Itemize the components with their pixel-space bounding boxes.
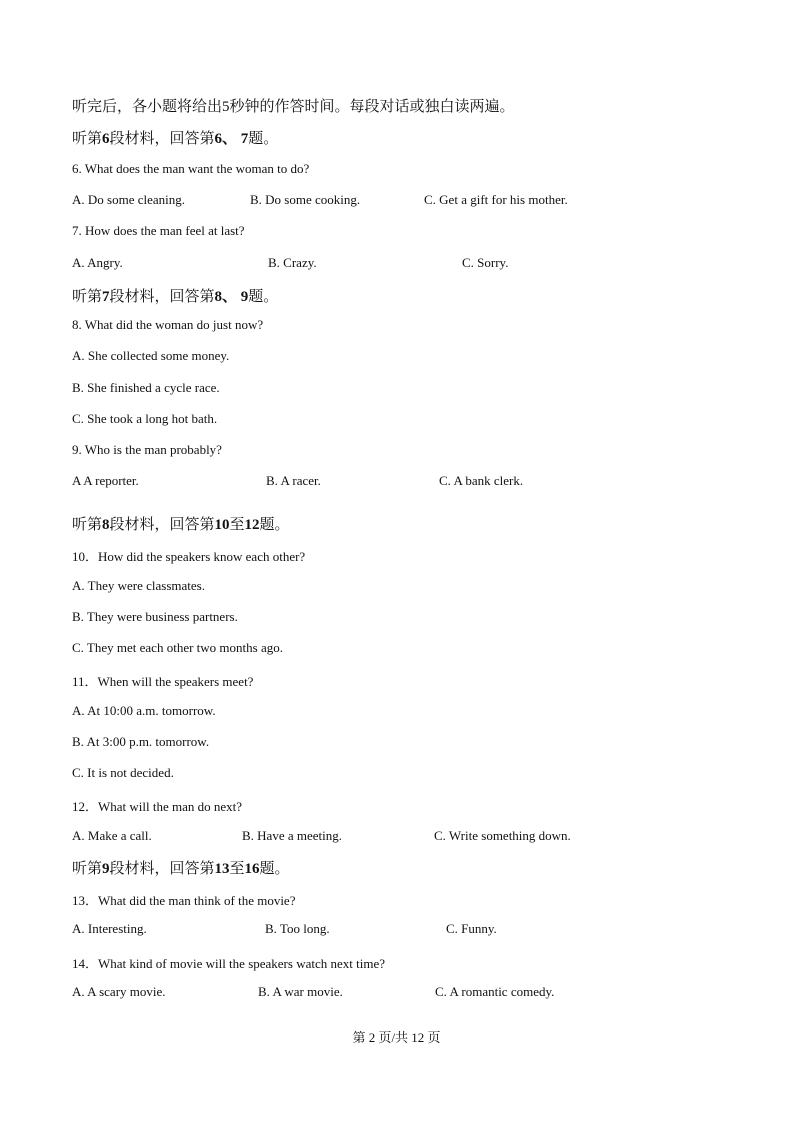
- option-b: B. Crazy.: [268, 255, 317, 270]
- question-stem: 11．When will the speakers meet?: [72, 674, 254, 689]
- option-a: A. Do some cleaning.: [72, 192, 186, 207]
- option-a: A. A scary movie.: [72, 984, 166, 999]
- option-c: C. A romantic comedy.: [435, 984, 555, 999]
- question-stem: 9. Who is the man probably?: [72, 442, 222, 457]
- question-stem: 6. What does the man want the woman to do?: [72, 161, 310, 176]
- option-c: C. It is not decided.: [72, 765, 174, 780]
- question-stem: 13．What did the man think of the movie?: [72, 893, 296, 908]
- section-heading: 听第9段材料，回答第13至16题。: [72, 861, 290, 877]
- question-stem: 7. How does the man feel at last?: [72, 223, 245, 238]
- question-stem: 14．What kind of movie will the speakers watch next time?: [72, 956, 385, 971]
- option-a: A. She collected some money.: [72, 348, 230, 363]
- option-b: B. A racer.: [266, 473, 321, 488]
- option-b: B. They were business partners.: [72, 609, 238, 624]
- option-c: C. They met each other two months ago.: [72, 640, 283, 655]
- option-b: B. A war movie.: [258, 984, 343, 999]
- question-stem: 10．How did the speakers know each other?: [72, 549, 306, 564]
- option-c: C. Write something down.: [434, 828, 571, 843]
- option-b: B. At 3:00 p.m. tomorrow.: [72, 734, 210, 749]
- question-stem: 8. What did the woman do just now?: [72, 317, 264, 332]
- intro-text: 听完后，各小题将给出5秒钟的作答时间。每段对话或独白读两遍。: [72, 99, 515, 115]
- option-a: A. Make a call.: [72, 828, 152, 843]
- section-heading: 听第8段材料，回答第10至12题。: [72, 517, 290, 533]
- option-b: B. Have a meeting.: [242, 828, 342, 843]
- option-c: C. Funny.: [446, 921, 497, 936]
- option-a: A. Interesting.: [72, 921, 147, 936]
- option-b: B. She finished a cycle race.: [72, 380, 220, 395]
- section-heading: 听第7段材料，回答第8、 9题。: [72, 289, 279, 305]
- option-c: C. Sorry.: [462, 255, 509, 270]
- option-c: C. She took a long hot bath.: [72, 411, 218, 426]
- question-stem: 12．What will the man do next?: [72, 799, 243, 814]
- option-c: C. Get a gift for his mother.: [424, 192, 568, 207]
- option-c: C. A bank clerk.: [439, 473, 524, 488]
- page-footer: 第 2 页/共 12 页: [352, 1030, 441, 1045]
- option-a: A A reporter.: [72, 473, 139, 488]
- option-a: A. At 10:00 a.m. tomorrow.: [72, 703, 216, 718]
- option-a: A. Angry.: [72, 255, 123, 270]
- option-a: A. They were classmates.: [72, 578, 205, 593]
- option-b: B. Do some cooking.: [250, 192, 361, 207]
- section-heading: 听第6段材料，回答第6、 7题。: [72, 131, 279, 147]
- option-b: B. Too long.: [265, 921, 330, 936]
